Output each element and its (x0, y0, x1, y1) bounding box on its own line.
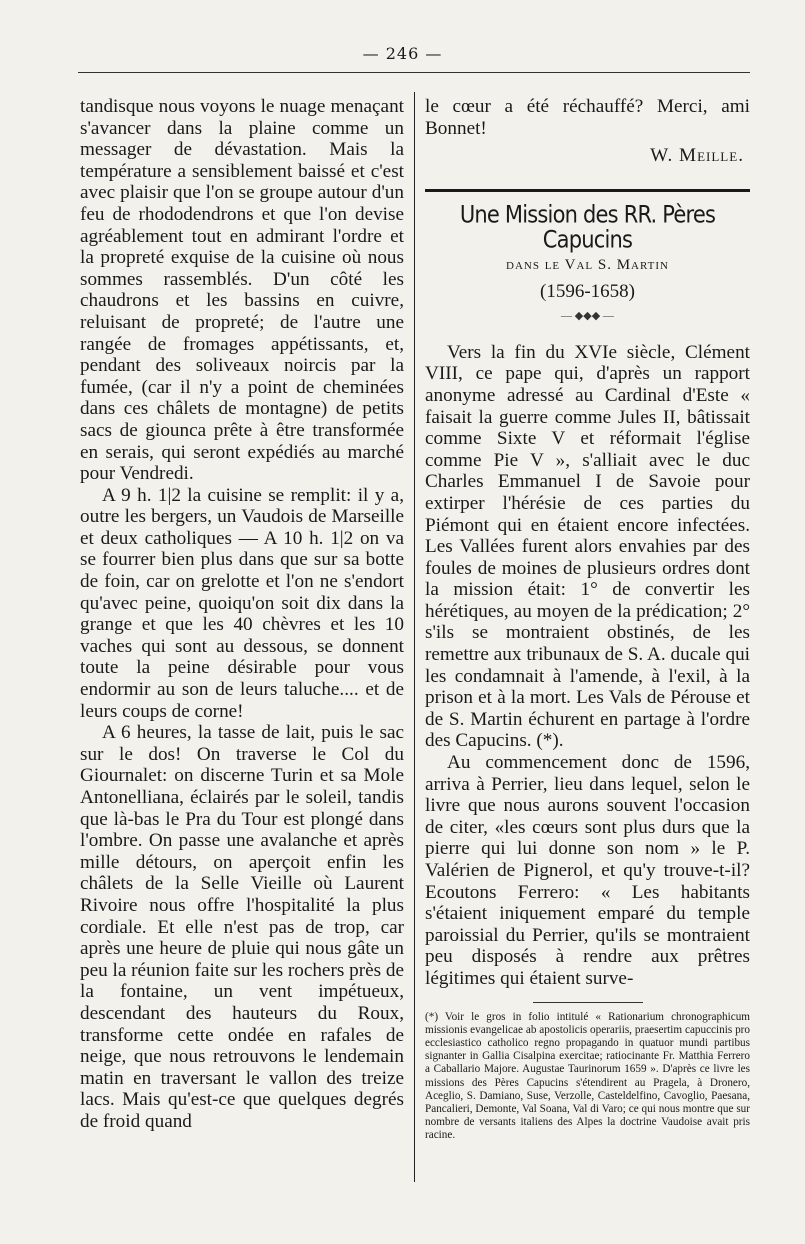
author-signature: W. Meille. (650, 145, 744, 167)
footnote: (*) Voir le gros in folio intitulé « Rationarium chronographicum missionis evangelicae ab apostolicis operariis, praesertim capuccinis pro ecclesiastico catholico regno propagando in quatuor mundi partibus signanter in Gallia Cisalpina exercitae; ratiocinante Fr. Matthia Ferrero a Caballario Majore. Augustae Taurinorum 1659 ». D'après ce livre les missions des Pères Capucins s'étendirent au Pragela, à Dronero, Aceglio, S. Damiano, Suse, Verzolle, Casteldelfino, Cavoglio, Paesana, Pancalieri, Demonte, Val Soana, Val di Varo; ce qui nous montre que sur nombre de versants italiens des Alpes la doctrine Vaudoise avait pris racine. (425, 1010, 750, 1142)
article-subtitle: dans le Val S. Martin (506, 256, 669, 273)
footnote-rule (533, 1002, 643, 1003)
left-column (80, 96, 404, 1133)
header-rule (78, 72, 750, 73)
left-paragraph-3: A 6 heures, la tasse de lait, puis le sac sur le dos! On traverse le Col du Giournalet: on discerne Turin et sa Mole Antonelliana, éclairés par le soleil, tandis que là-bas le Pra du Tour est plongé dans l'ombre. On passe une avalanche et après mille détours, on aperçoit enfin les châlets de la Selle Vieille où Laurent Rivoire nous offre l'hospitalité la plus cordiale. Et elle n'est pas de trop, car après une heure de pluie qui nous gâte un peu la réunion faite sur les rochers près de la fontaine, un vent impétueux, descendant des hauteurs du Roux, transforme cette ondée en rafales de neige, que nous retrouvons le lendemain matin en traversant le vallon des treize lacs. Mais qu'est-ce que quelques degrés de froid quand (80, 722, 404, 1132)
right-paragraph-2: Au commencement donc de 1596, arriva à Perrier, lieu dans lequel, selon le livre que nous aurons souvent l'occasion de citer, «les cœurs sont plus durs que la pierre qui lui donne son nom » le P. Valérien de Pignerol, et qu'y trouve-t-il? Ecoutons Ferrero: « Les habitants s'étaient iniquement emparé du temple paroissial du Perrier, qu'ils se montraient peu disposés à rendre aux prêtres légitimes qui étaient surve- (425, 752, 750, 989)
right-column (425, 96, 750, 1143)
left-paragraph-2: A 9 h. 1|2 la cuisine se remplit: il y a, outre les bergers, un Vaudois de Marseille et deux catholiques — A 10 h. 1|2 on va se fourrer bien plus dans que sur sa botte de foin, car on grelotte et l'on ne s'endort qu'avec peine, quoiqu'on soit dix dans la grange et que les 40 chèvres et les 10 vaches qui sont au dessous, se donnent toute la peine désirable pour vous endormir au son de leurs taluche.... et de leurs coups de corne! (80, 484, 404, 722)
article-dates: (1596-1658) (540, 280, 635, 302)
previous-article-ending: le cœur a été réchauffé? Merci, ami Bonnet! (425, 96, 750, 139)
left-paragraph-1: tandisque nous voyons le nuage menaçant s'avancer dans la plaine comme un messager de dévastation. Mais la température a sensiblement baissé et c'est avec plaisir que l'on se groupe autour d'un feu de rhododendrons et que l'on devise agréablement tout en admirant l'ordre et la propreté exquise de la cuisine où nous sommes rassemblés. D'un côté les chaudrons et les bassins en cuivre, reluisant de propreté; de l'autre une rangée de fromages appétissants, et, pendant des soliveaux noircis par la fumée, (car il n'y a point de cheminées dans ces châlets de montagne) de petits sacs de giounca prête à être transformée en serais, qui seront expédiés au marché pour Vendredi. (80, 96, 404, 485)
article-separator (425, 189, 750, 192)
right-paragraph-1: Vers la fin du XVIe siècle, Clément VIII, ce pape qui, d'après un rapport anonyme adressé au Cardinal d'Este « faisait la guerre comme Jules II, bâtissait comme Sixte V et réformait l'église comme Pie V », s'alliait avec le duc Charles Emmanuel I de Savoie pour extirper l'hérésie de ces parties du Piémont qui en étaient encore infectées. Les Vallées furent alors envahies par des foules de moines de plusieurs ordres dont la mission était: 1° de convertir les hérétiques, au moyen de la prédication; 2° s'ils se montraient obstinés, de les remettre aux tribunaux de S. A. ducale qui les condamnait à l'amende, à l'exil, à la prison et à la mort. Les Vals de Pérouse et de S. Martin échurent en partage à l'ordre des Capucins. (*). (425, 341, 750, 752)
page-number: — 246 — (362, 44, 443, 63)
ornament-divider: — ◆◆◆ — (561, 310, 614, 323)
article-title: Une Mission des RR. Pères Capucins (459, 200, 716, 253)
column-divider (414, 92, 415, 1182)
